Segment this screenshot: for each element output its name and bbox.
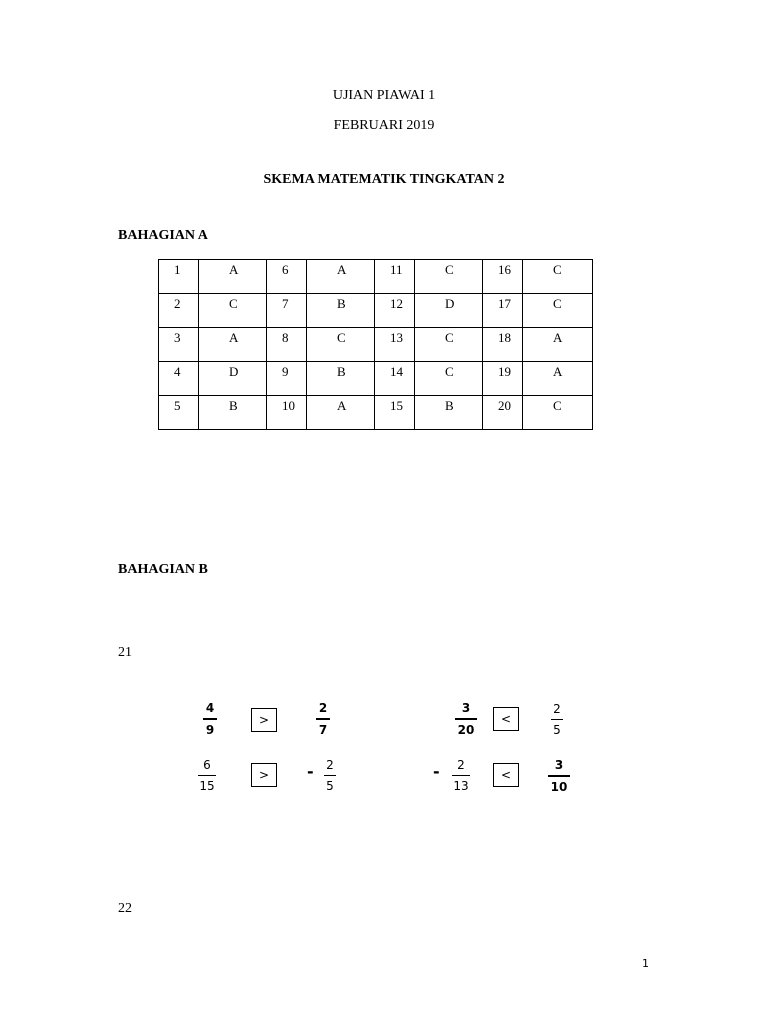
question-number: 12 [375,294,415,328]
question-number: 10 [267,396,307,430]
answer-letter: C [199,294,267,328]
answer-letter: C [415,260,483,294]
fraction: 4 9 [203,701,217,737]
question-number: 17 [483,294,523,328]
answer-letter: C [415,362,483,396]
question-number: 3 [159,328,199,362]
answer-letter: B [307,294,375,328]
question-22-label: 22 [118,901,132,916]
question-number: 4 [159,362,199,396]
section-b-heading: BAHAGIAN B [118,562,208,577]
answer-letter: A [199,328,267,362]
answer-letter: A [307,260,375,294]
answer-letter: A [523,362,593,396]
section-a-heading: BAHAGIAN A [118,228,208,243]
fraction: 2 7 [316,701,330,737]
question-number: 15 [375,396,415,430]
answer-letter: A [199,260,267,294]
question-number: 1 [159,260,199,294]
question-number: 8 [267,328,307,362]
answer-letter: A [523,328,593,362]
answer-letter: B [199,396,267,430]
question-number: 6 [267,260,307,294]
question-number: 11 [375,260,415,294]
question-number: 16 [483,260,523,294]
exam-name: UJIAN PIAWAI 1 [332,88,436,103]
answer-table [158,259,593,430]
question-number: 14 [375,362,415,396]
question-number: 20 [483,396,523,430]
question-number: 7 [267,294,307,328]
table-row [159,260,593,294]
comparison-box: > [251,708,277,732]
minus-sign: - [307,762,314,781]
comparison-box: < [493,763,519,787]
answer-letter: C [307,328,375,362]
question-number: 5 [159,396,199,430]
table-row [159,396,593,430]
answer-letter: B [415,396,483,430]
comparison-box: < [493,707,519,731]
answer-letter: A [307,396,375,430]
question-number: 18 [483,328,523,362]
page-title: SKEMA MATEMATIK TINGKATAN 2 [263,172,505,187]
question-number: 19 [483,362,523,396]
fraction: 3 20 [455,701,477,737]
table-row [159,328,593,362]
answer-letter: C [523,396,593,430]
comparison-box: > [251,763,277,787]
question-number: 13 [375,328,415,362]
fraction: 2 5 [551,702,563,737]
question-21-label: 21 [118,645,132,660]
answer-letter: D [415,294,483,328]
question-number: 9 [267,362,307,396]
page-number: 1 [642,957,649,970]
fraction: 2 13 [453,758,469,793]
fraction: 6 15 [199,758,215,793]
fraction: 2 5 [324,758,336,793]
answer-letter: C [523,260,593,294]
answer-letter: D [199,362,267,396]
answer-letter: C [415,328,483,362]
minus-sign: - [433,762,440,781]
table-row [159,294,593,328]
answer-letter: C [523,294,593,328]
answer-letter: B [307,362,375,396]
question-number: 2 [159,294,199,328]
table-row [159,362,593,396]
exam-date: FEBRUARI 2019 [333,118,435,133]
fraction: 3 10 [548,758,570,794]
